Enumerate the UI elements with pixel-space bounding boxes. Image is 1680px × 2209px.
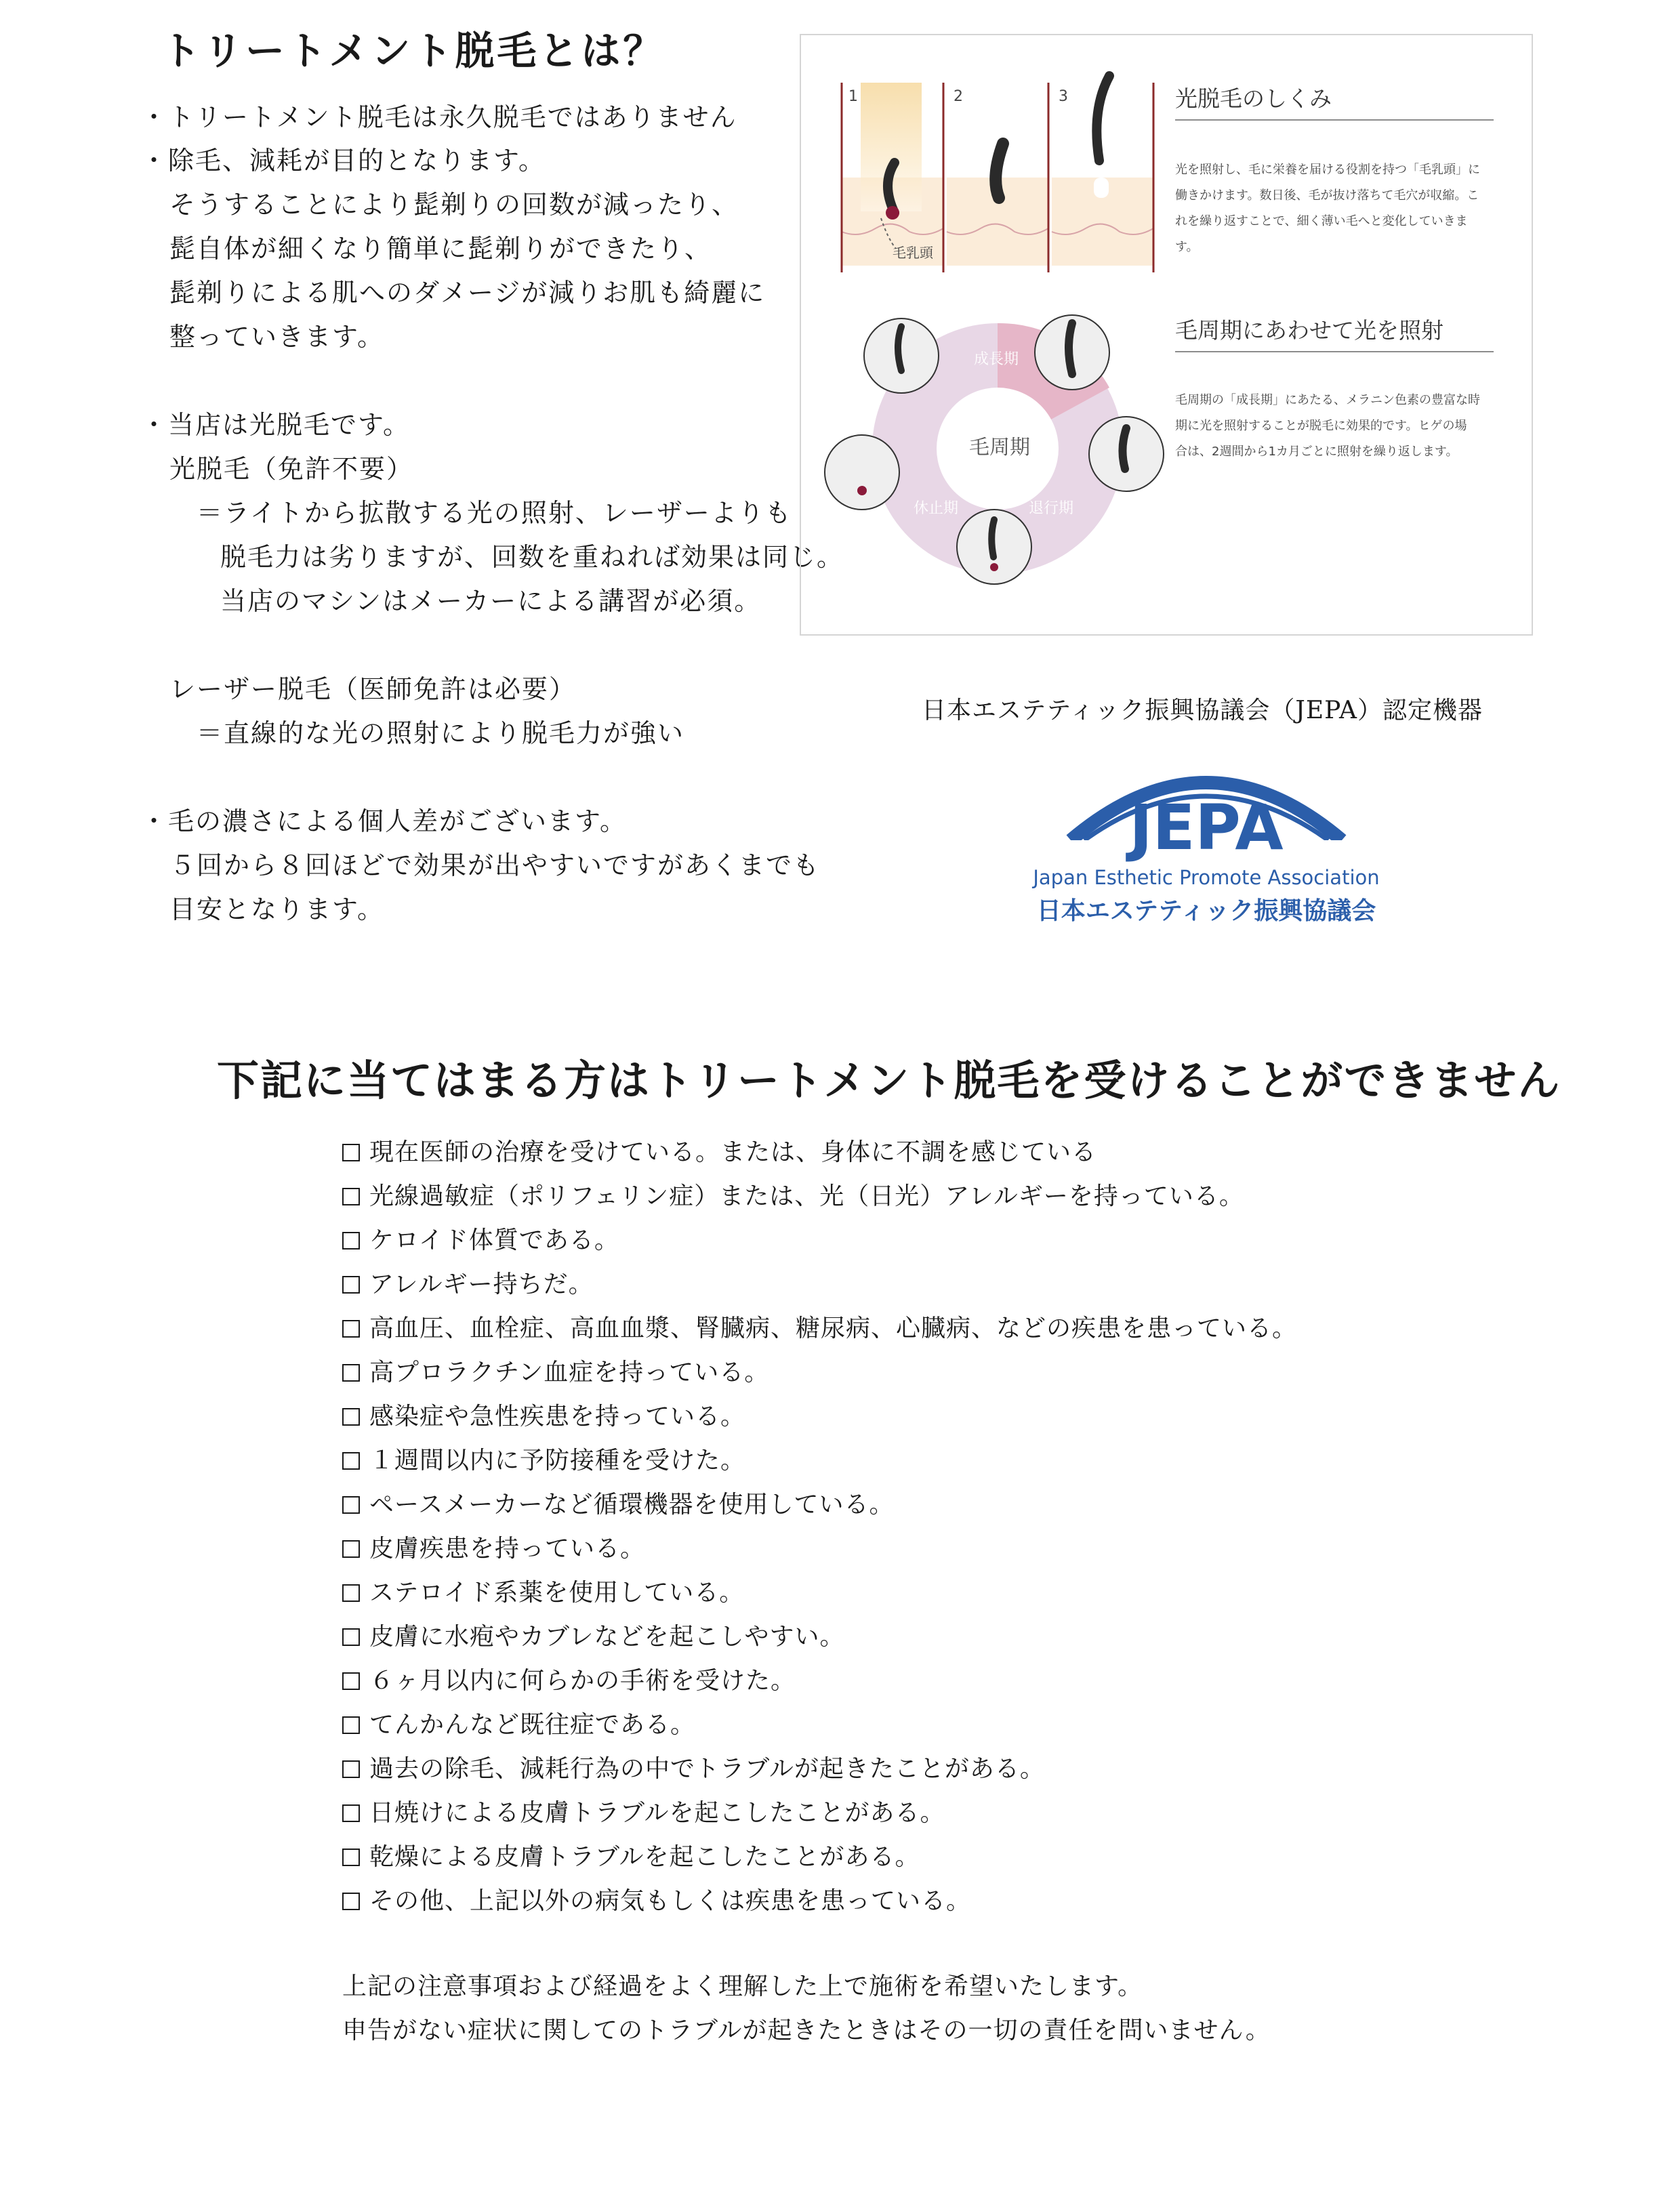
hair-removal-info-panel: [800, 34, 1533, 636]
jepa-logo-jp: 日本エステティック振興協議会: [1036, 897, 1376, 925]
checkbox-icon: [342, 1540, 360, 1558]
list-item: 光線過敏症（ポリフェリン症）または、光（日光）アレルギーを持っている。: [342, 1177, 1244, 1212]
cycle-text-line: 期に光を照射することが脱毛に効果的です。ヒゲの場: [1175, 419, 1467, 433]
page-title: トリートメント脱毛とは？: [161, 28, 665, 74]
cycle-center-label: 毛周期: [969, 436, 1030, 459]
cycle-heading: 毛周期にあわせて光を照射: [1175, 317, 1443, 344]
checkbox-icon: [342, 1144, 360, 1161]
list-item: 高プロラクチン血症を持っている。: [342, 1353, 769, 1388]
checkbox-icon: [342, 1628, 360, 1646]
list-item: ケロイド体質である。: [342, 1221, 619, 1256]
mechanism-heading: 光脱毛のしくみ: [1175, 85, 1332, 112]
intro-line: そうすることにより髭剃りの回数が減ったり、: [169, 190, 739, 220]
list-item: アレルギー持ちだ。: [342, 1265, 594, 1300]
jepa-caption: 日本エステティック振興協議会（JEPA）認定機器: [922, 697, 1483, 724]
list-item: 過去の除毛、減耗行為の中でトラブルが起きたことがある。: [342, 1750, 1045, 1784]
intro-line: ・トリートメント脱毛は永久脱毛ではありません: [141, 102, 737, 132]
checkbox-icon: [342, 1364, 360, 1382]
checkbox-icon: [342, 1188, 360, 1205]
list-item: 日焼けによる皮膚トラブルを起こしたことがある。: [342, 1794, 945, 1828]
jepa-logo-main: JEPA: [1129, 791, 1284, 864]
checkbox-icon: [342, 1672, 360, 1690]
list-item: てんかんなど既往症である。: [342, 1706, 695, 1740]
intro-line: ・毛の濃さによる個人差がございます。: [141, 806, 627, 836]
intro-line: 髭自体が細くなり簡単に髭剃りができたり、: [169, 234, 712, 264]
checkbox-icon: [342, 1232, 360, 1250]
checkbox-icon: [342, 1893, 360, 1910]
list-item: ステロイド系薬を使用している。: [342, 1573, 744, 1608]
restrictions-heading: 下記に当てはまる方はトリートメント脱毛を受けることができません: [217, 1056, 1561, 1105]
intro-line: レーザー脱毛（医師免許は必要）: [169, 674, 577, 704]
checkbox-icon: [342, 1276, 360, 1294]
intro-line: 当店のマシンはメーカーによる講習が必須。: [220, 586, 762, 616]
phase-label-resting: 休止期: [914, 500, 959, 517]
intro-line: ＝ライトから拡散する光の照射、レーザーよりも: [197, 498, 792, 528]
papilla-label: 毛乳頭: [893, 245, 933, 261]
jepa-logo: [1030, 739, 1382, 928]
list-item: その他、上記以外の病気もしくは疾患を患っている。: [342, 1882, 971, 1916]
checkbox-icon: [342, 1804, 360, 1822]
step-number: 1: [848, 88, 858, 105]
list-item: 高血圧、血栓症、高血血漿、腎臓病、糖尿病、心臓病、などの疾患を患っている。: [342, 1309, 1297, 1344]
cycle-divider: [1175, 351, 1494, 352]
checkbox-icon: [342, 1496, 360, 1514]
mechanism-text-line: れを繰り返すことで、細く薄い毛へと変化していきま: [1175, 214, 1468, 228]
mechanism-text-line: 光を照射し、毛に栄養を届ける役割を持つ「毛乳頭」に: [1175, 163, 1480, 177]
phase-label-regression: 退行期: [1029, 500, 1074, 517]
intro-line: 整っていきます。: [169, 322, 384, 352]
mechanism-divider: [1175, 119, 1494, 121]
phase-label-growth: 成長期: [974, 351, 1019, 368]
checkbox-icon: [342, 1584, 360, 1602]
list-item: 皮膚に水疱やカブレなどを起こしやすい。: [342, 1617, 845, 1652]
intro-line: 目安となります。: [169, 894, 384, 924]
list-item: ６ヶ月以内に何らかの手術を受けた。: [342, 1661, 796, 1696]
checkbox-icon: [342, 1849, 360, 1866]
cycle-text-line: 毛周期の「成長期」にあたる、メラニン色素の豊富な時: [1175, 393, 1480, 407]
intro-line: 髭剃りによる肌へのダメージが減りお肌も綺麗に: [169, 278, 766, 308]
list-item: 皮膚疾患を持っている。: [342, 1529, 645, 1564]
checkbox-icon: [342, 1716, 360, 1734]
step-2-diagram: [947, 83, 1048, 272]
jepa-logo-en: Japan Esthetic Promote Association: [1033, 866, 1380, 889]
step-number: 2: [954, 88, 963, 105]
intro-line: 光脱毛（免許不要）: [169, 454, 414, 484]
footer-line: 申告がない症状に関してのトラブルが起きたときはその一切の責任を問いません。: [342, 2017, 1271, 2044]
intro-line: ・除毛、減耗が目的となります。: [141, 146, 546, 176]
mechanism-text-line: 働きかけます。数日後、毛が抜け落ちて毛穴が収縮。こ: [1175, 188, 1479, 203]
intro-line: ・当店は光脱毛です。: [141, 410, 410, 440]
checkbox-icon: [342, 1408, 360, 1426]
mechanism-text-line: す。: [1175, 240, 1199, 254]
intro-line: 脱毛力は劣りますが、回数を重ねれば効果は同じ。: [220, 542, 844, 572]
list-item: 現在医師の治療を受けている。または、身体に不調を感じている: [342, 1133, 1097, 1168]
list-item: ペースメーカーなど循環機器を使用している。: [342, 1485, 894, 1520]
checkbox-icon: [342, 1452, 360, 1470]
checkbox-icon: [342, 1760, 360, 1778]
list-item: １週間以内に予防接種を受けた。: [342, 1441, 745, 1476]
checkbox-icon: [342, 1320, 360, 1338]
list-item: 乾燥による皮膚トラブルを起こしたことがある。: [342, 1838, 920, 1872]
cycle-text-line: 合は、2週間から1カ月ごとに照射を繰り返します。: [1175, 445, 1458, 459]
intro-line: ＝直線的な光の照射により脱毛力が強い: [197, 718, 685, 748]
step-number: 3: [1059, 88, 1068, 105]
intro-line: ５回から８回ほどで効果が出やすいですがあくまでも: [169, 850, 821, 880]
footer-line: 上記の注意事項および経過をよく理解した上で施術を希望いたします。: [342, 1973, 1143, 2000]
list-item: 感染症や急性疾患を持っている。: [342, 1397, 745, 1432]
